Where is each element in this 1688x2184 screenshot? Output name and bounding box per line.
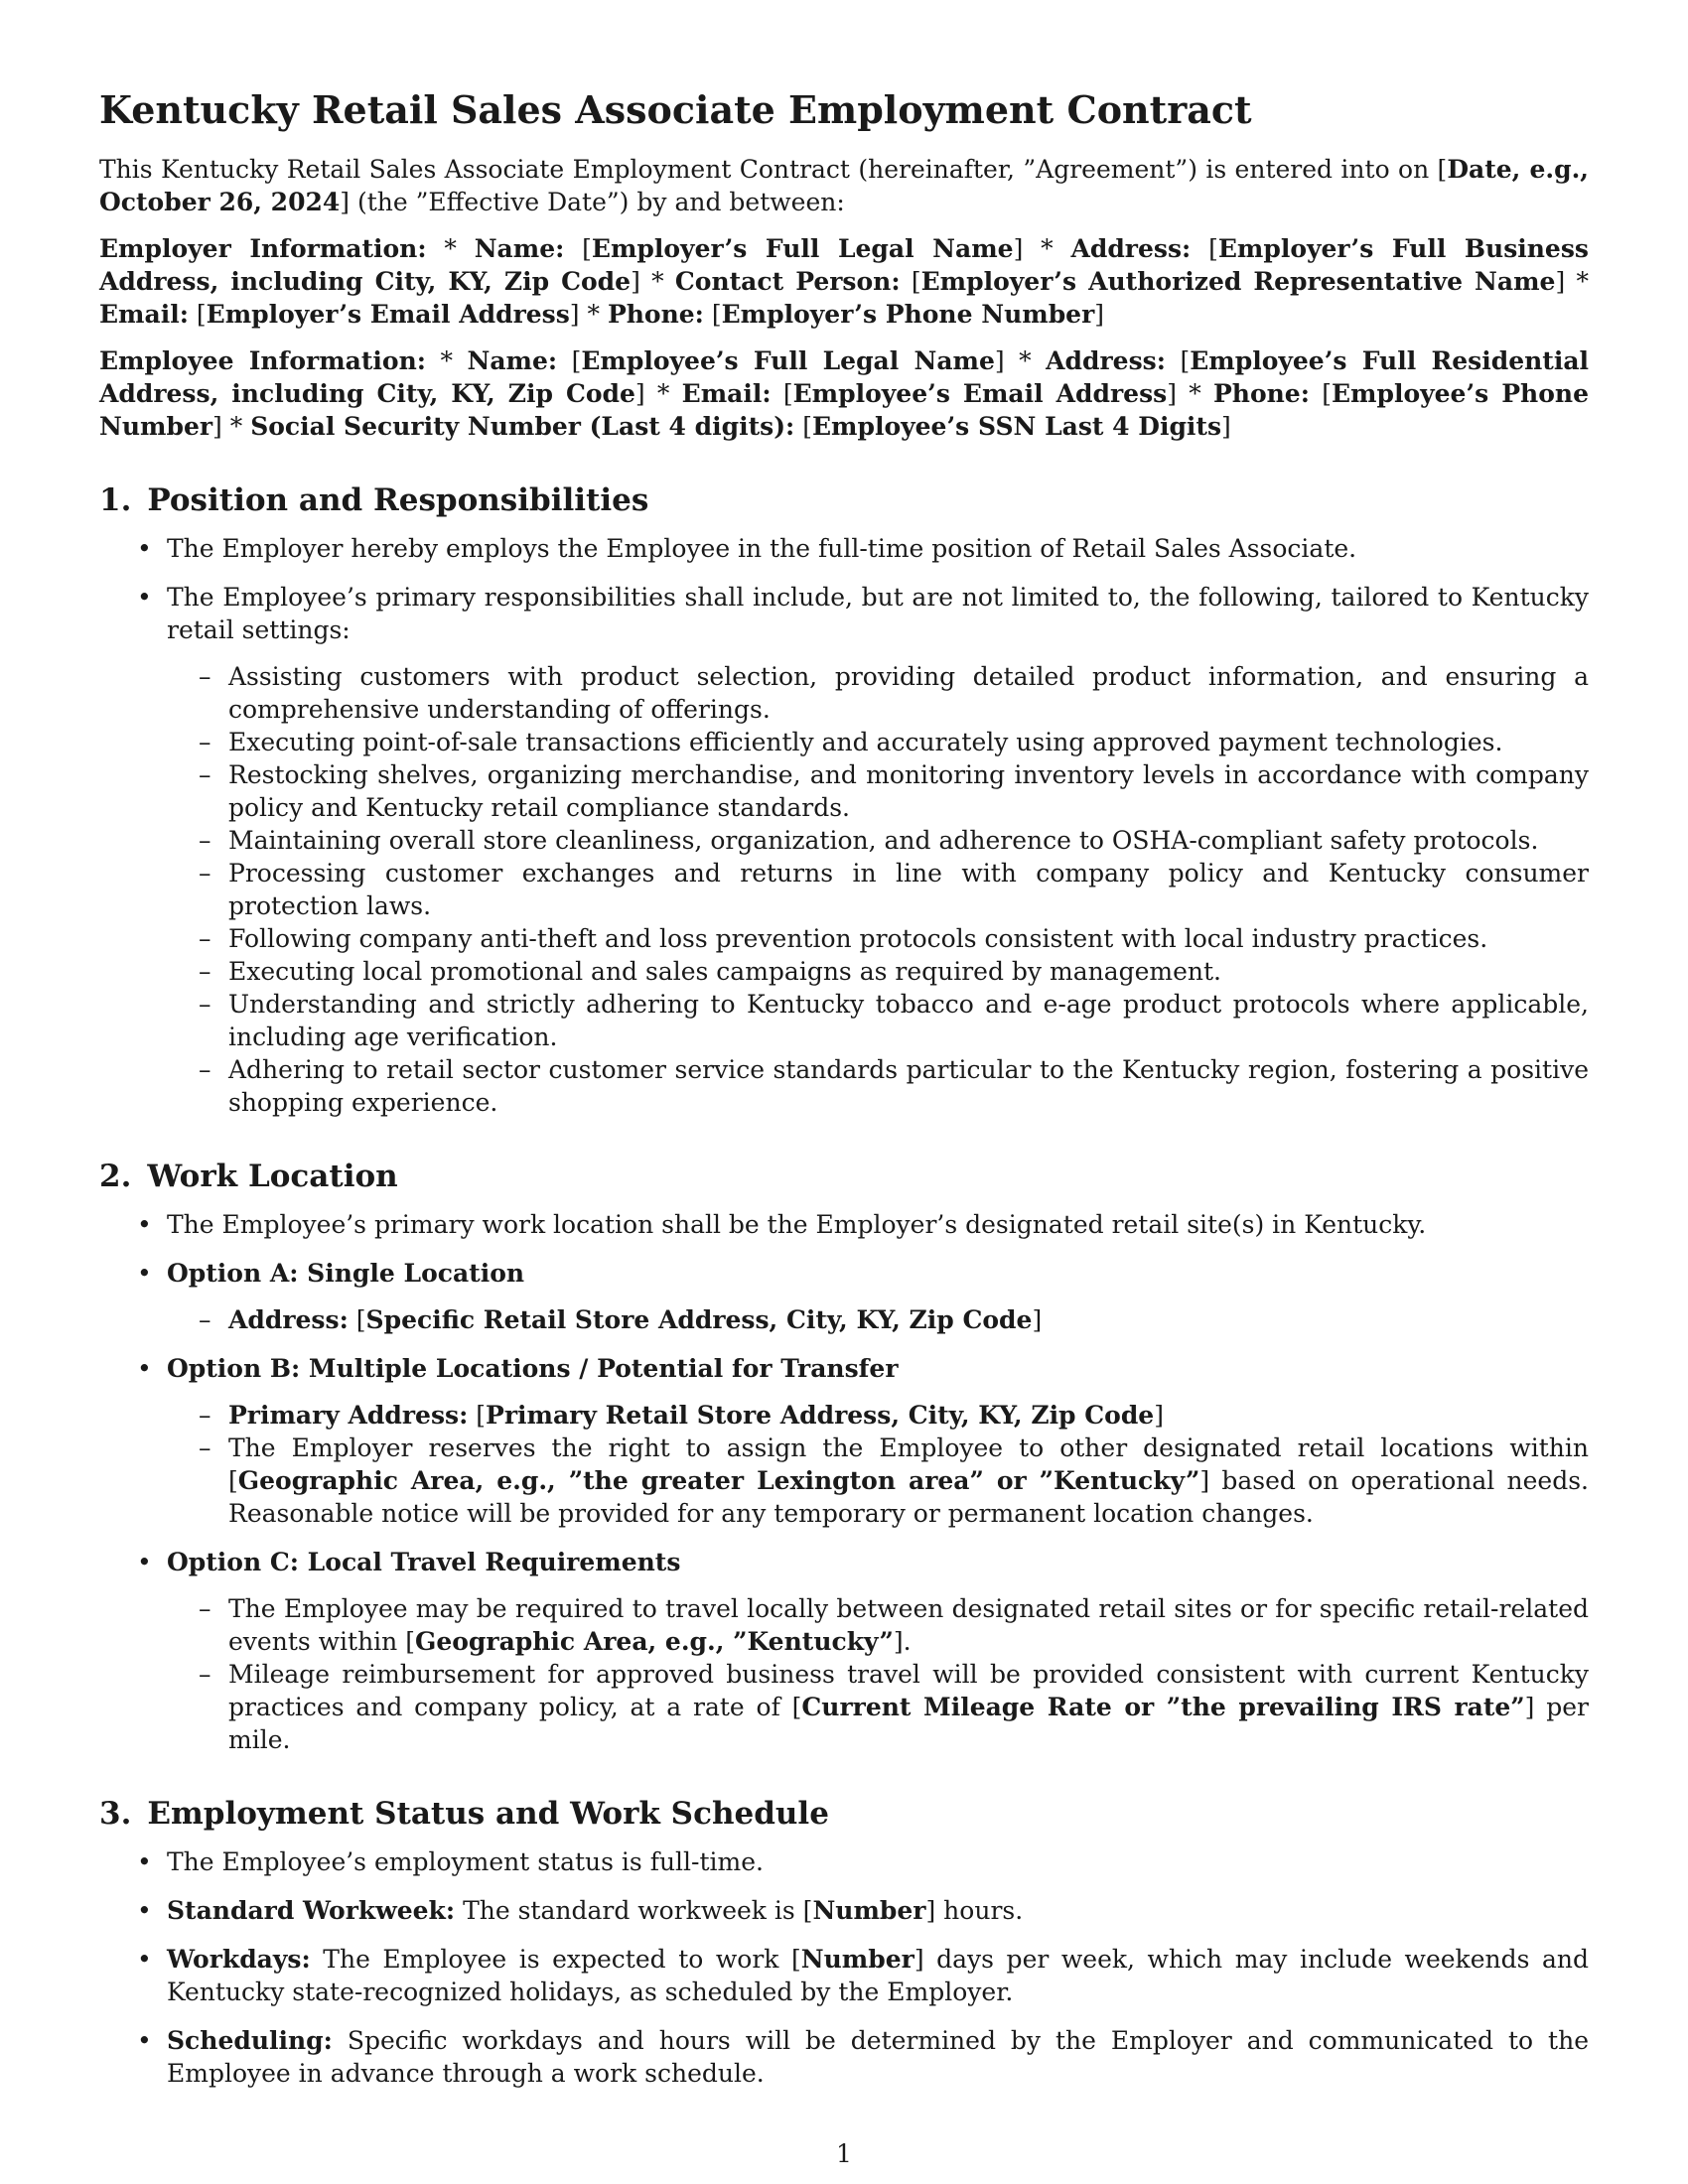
list-item: • The Employee’s primary work location shall be the Employer’s designated retail site(s) in Kentucky. <box>99 1208 1589 1241</box>
responsibility-item: – Restocking shelves, organizing merchandise, and monitoring inventory levels in accordance with company policy and Kentucky retail compliance standards. <box>167 758 1589 824</box>
responsibility-item: – Adhering to retail sector customer service standards particular to the Kentucky region, fostering a positive shopping experience. <box>167 1053 1589 1119</box>
document-title: Kentucky Retail Sales Associate Employment Contract <box>99 87 1252 132</box>
employee-information: Employee Information: * Name: [Employee’s Full Legal Name] * Address: [Employee’s Full Residential Address, including City, KY, Zip Code] * Email: [Employee’s Email Address] * Phone: [Employee’s Phone Number] * Social Security Number (Last 4 digits): [Employee’s SSN Last 4 Digits] <box>99 346 1590 441</box>
document-page <box>99 87 1589 2106</box>
responsibility-item: – Understanding and strictly adhering to Kentucky tobacco and e-age product protocols where applicable, including age verification. <box>167 988 1589 1053</box>
list-item: • The Employer hereby employs the Employee in the full-time position of Retail Sales Associate. <box>99 532 1589 565</box>
page-number: 1 <box>836 2139 852 2168</box>
scheduling: • Scheduling: Specific workdays and hours will be determined by the Employer and communicated to the Employee in advance through a work schedule. <box>99 2024 1589 2090</box>
responsibility-item: – Maintaining overall store cleanliness, organization, and adherence to OSHA-compliant safety protocols. <box>167 824 1589 857</box>
responsibilities-list <box>167 660 1589 1119</box>
section-heading-position: 1. Position and Responsibilities <box>99 482 649 518</box>
intro-paragraph: This Kentucky Retail Sales Associate Employment Contract (hereinafter, ”Agreement”) is entered into on [Date, e.g., October 26, 2024] (the ”Effective Date”) by and between: <box>99 155 1589 216</box>
section-heading-work-location: 2. Work Location <box>99 1159 398 1194</box>
standard-workweek: • Standard Workweek: The standard workweek is [Number] hours. <box>99 1894 1589 1927</box>
workdays: • Workdays: The Employee is expected to work [Number] days per week, which may include weekends and Kentucky state-recognized holidays, as scheduled by the Employer. <box>99 1943 1589 2008</box>
section1-list <box>99 532 1589 1119</box>
option-b: • Option B: Multiple Locations / Potential for Transfer – Primary Address: [Primary Retail Store Address, City, KY, Zip Code] – The Employer reserves the right to assign the Employee to other designated retail locations within [Geographic Area, e.g., ”the greater Lexington area” or ”Kentucky”] based on operational needs. Reasonable notice will be provided for any temporary or permanent location changes. <box>99 1352 1589 1530</box>
responsibility-item: – Assisting customers with product selection, providing detailed product information, and ensuring a comprehensive understanding of offerings. <box>167 660 1589 726</box>
responsibility-item: – Processing customer exchanges and returns in line with company policy and Kentucky consumer protection laws. <box>167 857 1589 922</box>
employer-information: Employer Information: * Name: [Employer’s Full Legal Name] * Address: [Employer’s Full Business Address, including City, KY, Zip Code] * Contact Person: [Employer’s Authorized Representative Name] * Email: [Employer’s Email Address] * Phone: [Employer’s Phone Number] <box>99 234 1589 329</box>
option-b-transfer: – The Employer reserves the right to assign the Employee to other designated retail locations within [Geographic Area, e.g., ”the greater Lexington area” or ”Kentucky”] based on operational needs. Reasonable notice will be provided for any temporary or permanent location changes. <box>167 1432 1589 1530</box>
section-heading-employment-status: 3. Employment Status and Work Schedule <box>99 1796 829 1832</box>
option-a-address: – Address: [Specific Retail Store Address, City, KY, Zip Code] <box>167 1303 1589 1336</box>
list-item: • The Employee’s employment status is full-time. <box>99 1845 1589 1878</box>
section3-list <box>99 1845 1589 2090</box>
responsibility-item: – Executing local promotional and sales campaigns as required by management. <box>167 955 1589 988</box>
option-b-address: – Primary Address: [Primary Retail Store Address, City, KY, Zip Code] <box>167 1399 1589 1432</box>
effective-date-placeholder: Date, e.g., October 26, 2024 <box>99 155 1589 216</box>
responsibility-item: – Following company anti-theft and loss prevention protocols consistent with local industry practices. <box>167 922 1589 955</box>
responsibility-item: – Executing point-of-sale transactions efficiently and accurately using approved payment technologies. <box>167 726 1589 758</box>
list-item: • The Employee’s primary responsibilities shall include, but are not limited to, the following, tailored to Kentucky retail settings: – Assisting customers with product selection, providing detailed product information, and ensuring a comprehensive understanding of offerings. – Executing point-of-sale transactions efficiently and accurately using approved payment technologies. – Restocking shelves, organizing merchandise, and monitoring inventory levels in accordance with company policy and Kentucky retail compliance standards. – Maintaining overall store cleanliness, organization, and adherence to OSHA-compliant safety protocols. – Processing customer exchanges and returns in line with company policy and Kentucky consumer protection laws. – Following company anti-theft and loss prevention protocols consistent with local industry practices. – Executing local promotional and sales campaigns as required by management. – Understanding and strictly adhering to Kentucky tobacco and e-age product protocols where applicable, including age verification. – Adhering to retail sector customer service standards particular to the Kentucky region, fostering a positive shopping experience. <box>99 581 1589 1119</box>
option-c-travel: – The Employee may be required to travel locally between designated retail sites or for specific retail-related events within [Geographic Area, e.g., ”Kentucky”]. <box>167 1592 1589 1658</box>
option-c-mileage: – Mileage reimbursement for approved business travel will be provided consistent with current Kentucky practices and company policy, at a rate of [Current Mileage Rate or ”the prevailing IRS rate”] per mile. <box>167 1658 1589 1756</box>
option-c: • Option C: Local Travel Requirements – The Employee may be required to travel locally between designated retail sites or for specific retail-related events within [Geographic Area, e.g., ”Kentucky”]. – Mileage reimbursement for approved business travel will be provided consistent with current Kentucky practices and company policy, at a rate of [Current Mileage Rate or ”the prevailing IRS rate”] per mile. <box>99 1546 1589 1756</box>
section2-list <box>99 1208 1589 1756</box>
option-a: • Option A: Single Location – Address: [Specific Retail Store Address, City, KY, Zip Code] <box>99 1257 1589 1336</box>
